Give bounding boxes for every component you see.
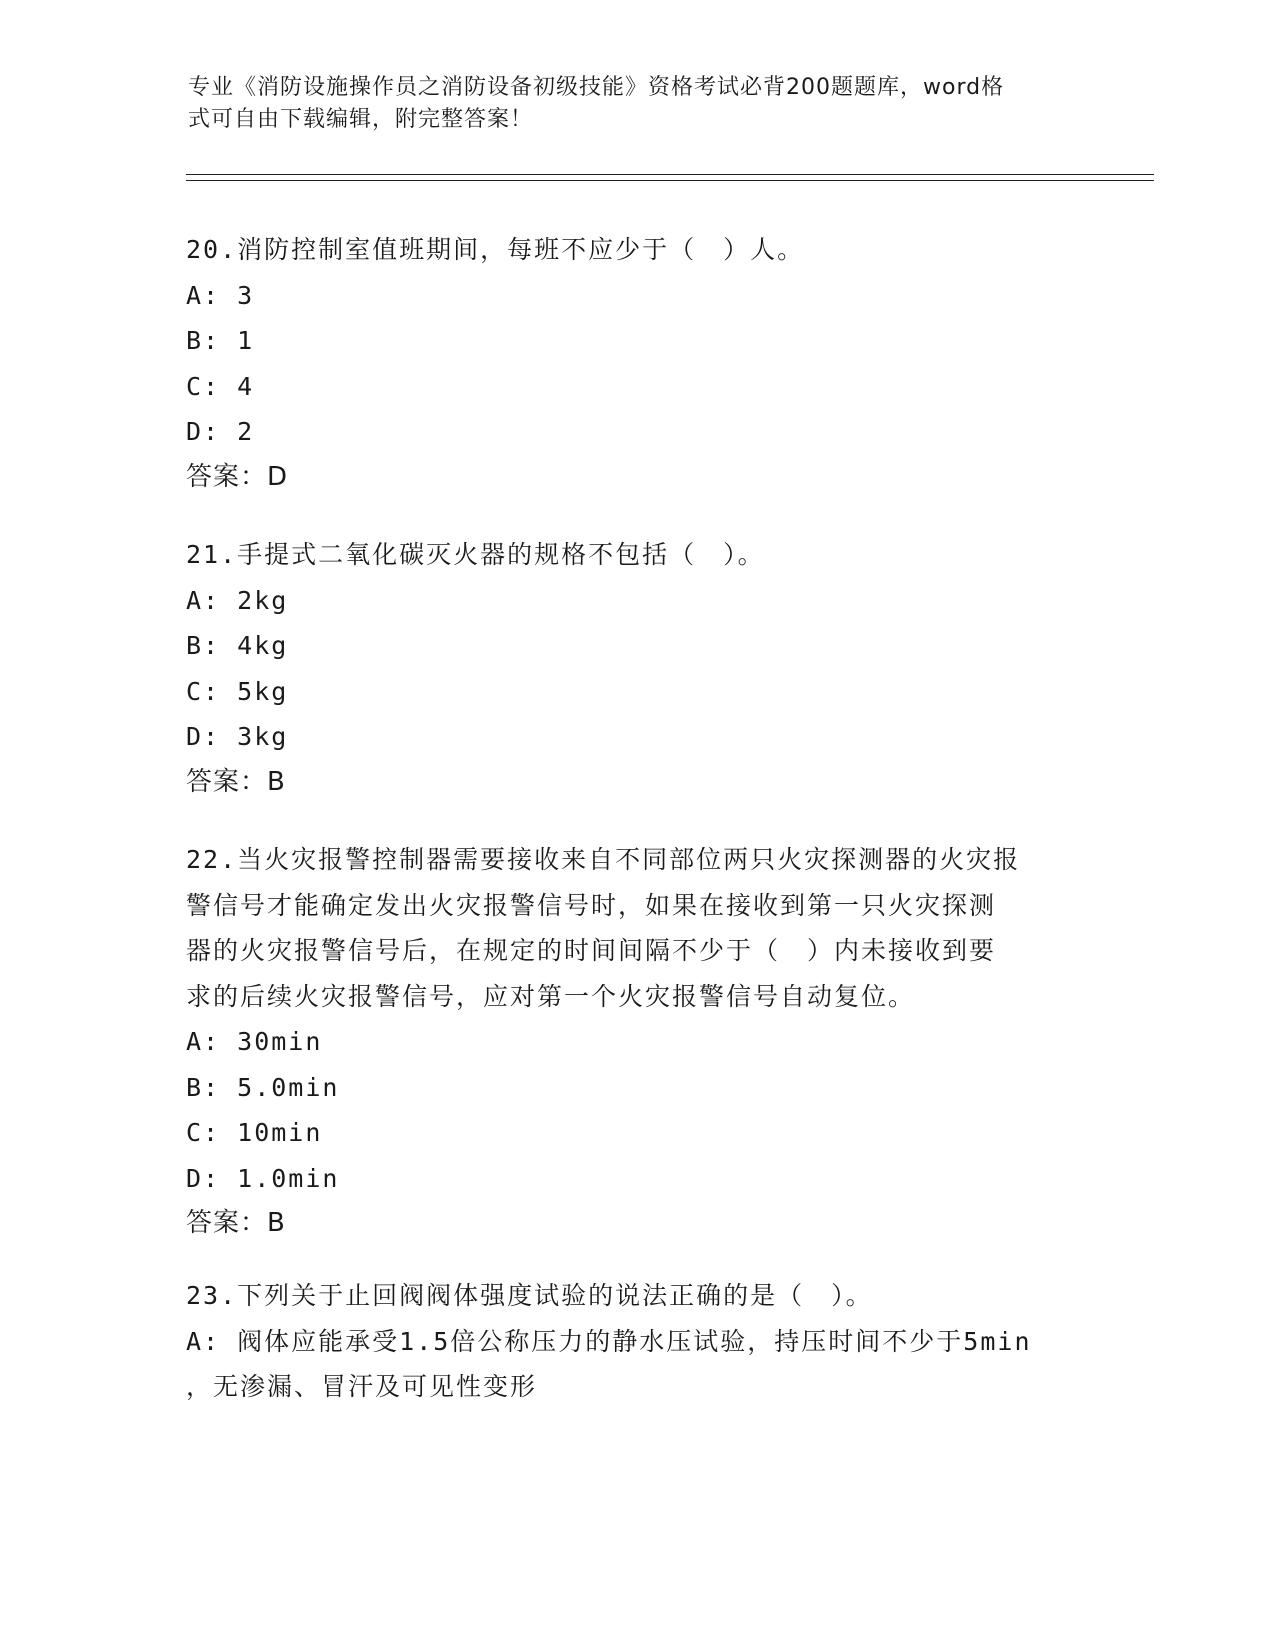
- question-21: [186, 532, 1086, 805]
- option-a-line-1: A: 阀体应能承受1.5倍公称压力的静水压试验，持压时间不少于5min: [186, 1326, 1032, 1356]
- question-stem-line-3: 器的火灾报警信号后，在规定的时间间隔不少于（ ）内未接收到要: [186, 936, 997, 965]
- question-stem: 21.手提式二氧化碳灭火器的规格不包括（ ）。: [186, 540, 765, 569]
- option-b: B: 1: [186, 326, 255, 355]
- option-c: C: 5kg: [186, 676, 289, 706]
- question-stem: 20.消防控制室值班期间，每班不应少于（ ）人。: [186, 235, 805, 264]
- header-title-line-2: 式可自由下载编辑，附完整答案！: [188, 107, 534, 132]
- option-b: B: 4kg: [186, 631, 289, 660]
- option-b: B: 5.0min: [186, 1072, 340, 1102]
- question-20: [186, 227, 1086, 500]
- option-d: D: 1.0min: [186, 1163, 340, 1193]
- question-stem-line-4: 求的后续火灾报警信号，应对第一个火灾报警信号自动复位。: [186, 981, 916, 1011]
- header-title-line-1: 专业《消防设施操作员之消防设备初级技能》资格考试必背200题题库，word格: [188, 75, 1005, 100]
- header-divider-top: [186, 174, 1154, 175]
- header-divider-bottom: [186, 180, 1154, 181]
- option-a-line-2: ，无渗漏、冒汗及可见性变形: [186, 1372, 538, 1401]
- option-d: D: 3kg: [186, 722, 289, 751]
- option-d: D: 2: [186, 417, 255, 446]
- answer-label: 答案：B: [186, 766, 286, 797]
- option-a: A: 2kg: [186, 585, 289, 615]
- option-c: C: 10min: [186, 1118, 323, 1147]
- question-stem-line-2: 警信号才能确定发出火灾报警信号时，如果在接收到第一只火灾探测: [186, 890, 997, 920]
- answer-label: 答案：B: [186, 1208, 286, 1238]
- question-stem: 23.下列关于止回阀阀体强度试验的说法正确的是（ ）。: [186, 1281, 873, 1310]
- question-22: [186, 837, 1086, 1247]
- option-a: A: 30min: [186, 1027, 323, 1056]
- question-stem-line-1: 22.当火灾报警控制器需要接收来自不同部位两只火灾探测器的火灾报: [186, 845, 1021, 874]
- answer-label: 答案：D: [186, 461, 289, 492]
- document-header: [188, 72, 1068, 136]
- question-23: [186, 1273, 1086, 1410]
- option-a: A: 3: [186, 280, 255, 310]
- option-c: C: 4: [186, 371, 255, 401]
